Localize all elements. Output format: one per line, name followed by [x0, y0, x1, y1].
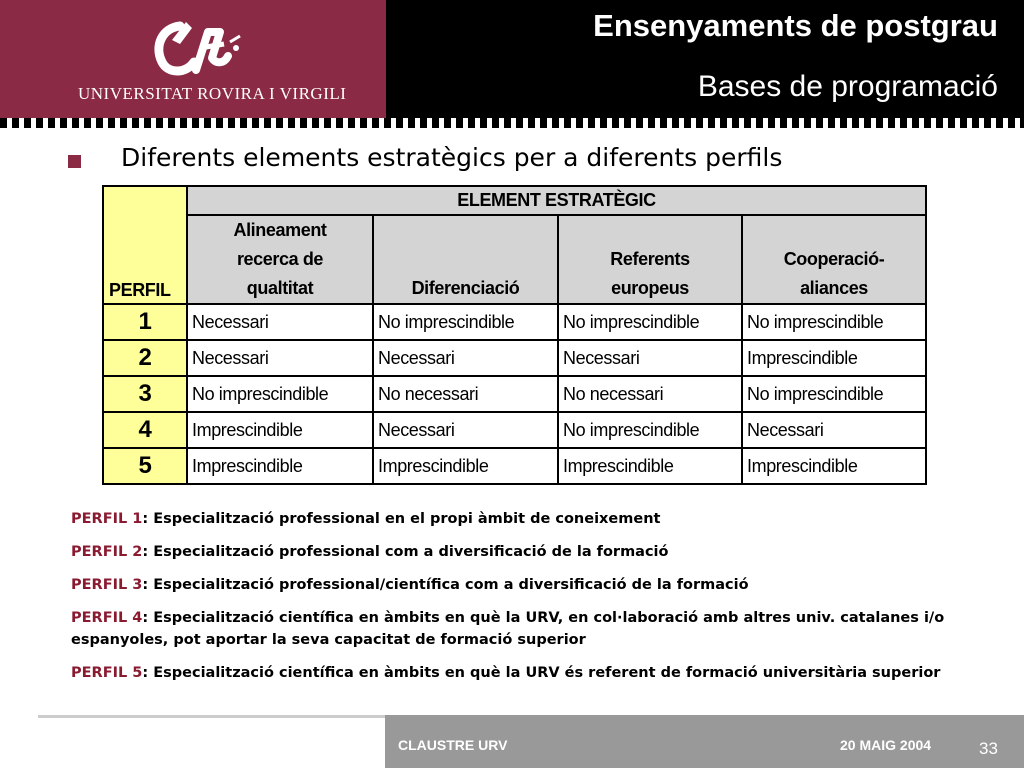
table-cell: No necessari — [373, 376, 558, 412]
column-header-cooperacio: Cooperació- aliances — [742, 215, 926, 304]
perfil-note — [71, 607, 951, 651]
element-group-header: ELEMENT ESTRATÈGIC — [187, 186, 926, 215]
column-header-alineament: Alineament recerca de qualtitat — [187, 215, 373, 304]
table-cell: No necessari — [558, 376, 742, 412]
perfil-note-text: : Especialització professional en el propi àmbit de coneixement — [142, 511, 661, 527]
perfil-note — [71, 574, 951, 596]
page-title: Ensenyaments de postgrau — [593, 8, 998, 43]
footer-event: CLAUSTRE URV — [398, 737, 508, 753]
perfil-note-label: PERFIL 4 — [71, 610, 143, 626]
perfil-column-header: PERFIL — [103, 186, 187, 304]
perfil-note-text: : Especialització científica en àmbits en què la URV és referent de formació universitària superior — [142, 665, 941, 681]
column-header-referents: Referents europeus — [558, 215, 742, 304]
table-cell: No imprescindible — [558, 412, 742, 448]
perfil-number: 2 — [103, 340, 187, 376]
perfil-note — [71, 541, 951, 563]
strategic-elements-table — [102, 185, 927, 485]
table-cell: Necessari — [187, 304, 373, 340]
perfil-note-text: : Especialització científica en àmbits en què la URV, en col·laboració amb altres univ. catalanes i/o espanyoles, pot aportar la seva capacitat de formació superior — [71, 610, 945, 648]
table-cell: Necessari — [373, 412, 558, 448]
table-cell: Imprescindible — [187, 448, 373, 484]
table-cell: Necessari — [742, 412, 926, 448]
page-number: 33 — [979, 739, 998, 758]
footer-date: 20 MAIG 2004 — [840, 737, 932, 753]
table-cell: Necessari — [558, 340, 742, 376]
table-cell: Necessari — [187, 340, 373, 376]
perfil-note-label: PERFIL 1 — [71, 511, 143, 527]
table-cell: No imprescindible — [742, 304, 926, 340]
perfil-number: 5 — [103, 448, 187, 484]
footer-divider — [38, 715, 388, 718]
table-cell: Imprescindible — [187, 412, 373, 448]
table-cell: No imprescindible — [187, 376, 373, 412]
perfil-note — [71, 508, 951, 530]
perfil-note-text: : Especialització professional/científica com a diversificació de la formació — [142, 577, 749, 593]
bullet-square-icon — [68, 155, 81, 168]
table-cell: No imprescindible — [373, 304, 558, 340]
table-cell: Necessari — [373, 340, 558, 376]
perfil-note-label: PERFIL 3 — [71, 577, 143, 593]
perfil-number: 3 — [103, 376, 187, 412]
header-border-gap — [0, 128, 1024, 133]
table-cell: Imprescindible — [742, 448, 926, 484]
perfil-notes — [71, 508, 951, 695]
perfil-note-label: PERFIL 2 — [71, 544, 143, 560]
table-cell: Imprescindible — [373, 448, 558, 484]
table-row — [103, 412, 926, 448]
table-cell: No imprescindible — [558, 304, 742, 340]
table-cell: No imprescindible — [742, 376, 926, 412]
university-name: UNIVERSITAT ROVIRA I VIRGILI — [78, 84, 347, 103]
perfil-number: 1 — [103, 304, 187, 340]
perfil-note-text: : Especialització professional com a diversificació de la formació — [142, 544, 669, 560]
urv-logo-icon — [150, 18, 245, 78]
table-row — [103, 376, 926, 412]
perfil-note-label: PERFIL 5 — [71, 665, 143, 681]
table-row — [103, 304, 926, 340]
perfil-note — [71, 662, 951, 684]
table-cell: Imprescindible — [558, 448, 742, 484]
perfil-number: 4 — [103, 412, 187, 448]
table-row — [103, 448, 926, 484]
column-header-diferenciacio: Diferenciació — [373, 215, 558, 304]
table-cell: Imprescindible — [742, 340, 926, 376]
table-row — [103, 340, 926, 376]
slide-heading: Diferents elements estratègics per a diferents perfils — [121, 143, 783, 172]
page-subtitle: Bases de programació — [697, 70, 998, 103]
